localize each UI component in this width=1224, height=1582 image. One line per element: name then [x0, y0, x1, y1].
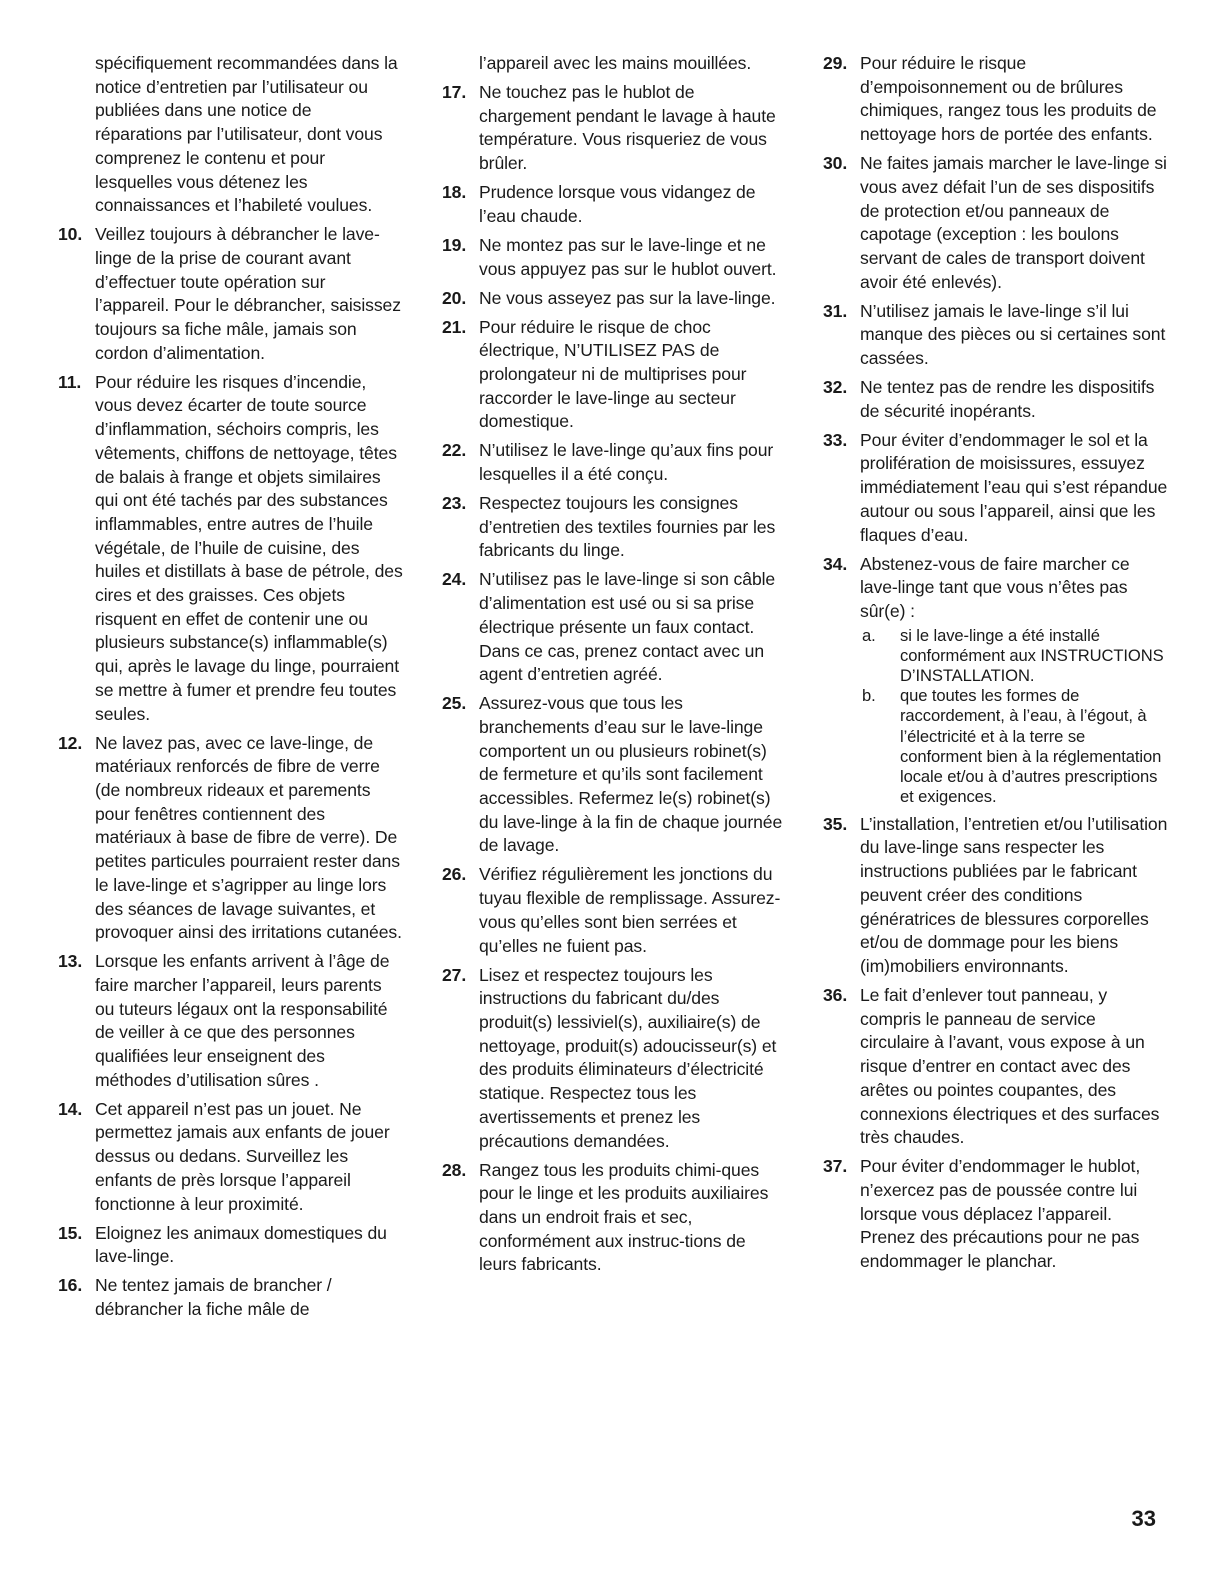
item-text: Vérifiez régulièrement les jonctions du tuyau flexible de remplissage. Assurez-vous qu’elles sont bien serrées et qu’elles ne fuient pas.: [479, 864, 781, 956]
list-item-27: [442, 964, 787, 1154]
item-number: 24.: [442, 569, 467, 590]
item-number: 31.: [823, 300, 848, 321]
item-number: 17.: [442, 82, 467, 102]
list-item-16: [58, 1274, 403, 1321]
list-item-37: [823, 1155, 1168, 1274]
item-text: Lisez et respectez toujours les instructions du fabricant du/des produit(s) lessiviel(s), auxiliaire(s) de nettoyage, produit(s) adoucisseur(s) et des produits éliminateurs d’électricité statique. Respectez tous les avertissements et prenez les précautions demandées.: [479, 964, 777, 1151]
item-number: 19.: [442, 234, 467, 255]
item-number: 23.: [442, 493, 467, 514]
list-item-11: [58, 371, 403, 727]
list-item-13: [58, 950, 403, 1092]
item-text: Pour éviter d’endommager le sol et la prolifération de moisissures, essuyez immédiatement l’eau qui s’est répandue autour ou sous l’appareil, ainsi que les flaques d’eau.: [860, 429, 1168, 545]
item-number: 28.: [442, 1159, 467, 1180]
item-number: 26.: [442, 864, 467, 885]
list-item-35: [823, 813, 1168, 979]
item-number: 30.: [823, 153, 848, 174]
item-text: N’utilisez le lave-linge qu’aux fins pour lesquelles il a été conçu.: [479, 440, 774, 485]
item-text: Veillez toujours à débrancher le lave-linge de la prise de courant avant d’effectuer toute opération sur l’appareil. Pour le débrancher, saisissez toujours sa fiche mâle, jamais son cordon d’alimentation.: [95, 224, 401, 363]
list-item-29: [823, 52, 1168, 147]
list-item-19: [442, 234, 787, 281]
item-number: 14.: [58, 1098, 83, 1119]
item-text: N’utilisez jamais le lave-linge s’il lui manque des pièces ou si certaines sont cassées.: [860, 300, 1166, 369]
list-item-24: [442, 568, 787, 687]
list-item-28: [442, 1159, 787, 1278]
column-right: [823, 52, 1168, 1279]
list-item-25: [442, 692, 787, 858]
item-number: 34.: [823, 553, 848, 574]
item-text: Cet appareil n’est pas un jouet. Ne permettez jamais aux enfants de jouer dessus ou dedans. Surveillez les enfants de près lorsque l’appareil fonctionne à leur proximité.: [95, 1098, 390, 1214]
item-text: Pour réduire le risque de choc électrique, N’UTILISEZ PAS de prolongateur ni de multiprises pour raccorder le lave-linge au secteur domestique.: [479, 316, 747, 432]
list-item-15: [58, 1222, 403, 1269]
item-number: 35.: [823, 813, 848, 834]
item-text: Pour éviter d’endommager le hublot, n’exercez pas de poussée contre lui lorsque vous déplacez l’appareil. Prenez des précautions pour ne pas endommager le planchar.: [860, 1156, 1141, 1272]
item-number: 27.: [442, 964, 467, 985]
item-text: N’utilisez pas le lave-linge si son câble d’alimentation est usé ou si sa prise électrique présente un faux contact. Dans ce cas, prenez contact avec un agent d’entretien agréé.: [479, 569, 776, 685]
column-left: [58, 52, 403, 1327]
item-text: Ne montez pas sur le lave-linge et ne vous appuyez pas sur le hublot ouvert.: [479, 234, 777, 279]
list-item-17: [442, 81, 787, 176]
item-number: 25.: [442, 693, 467, 714]
item-text: Ne tentez pas de rendre les dispositifs de sécurité inopérants.: [860, 377, 1155, 421]
list-item-21: [442, 316, 787, 435]
item-number: 12.: [58, 732, 83, 753]
item-text: l’appareil avec les mains mouillées.: [479, 53, 752, 73]
sub-list-item-b: [860, 686, 1168, 807]
list-item-14: [58, 1098, 403, 1217]
list-item-23: [442, 492, 787, 563]
item-text: Respectez toujours les consignes d’entretien des textiles fournies par les fabricants du linge.: [479, 493, 776, 561]
list-item-36: [823, 984, 1168, 1150]
item-text: Ne faites jamais marcher le lave-linge si vous avez défait l’un de ses dispositifs de protection et/ou panneaux de capotage (exception : les boulons servant de cales de transport doivent avoir été enlevés).: [860, 153, 1167, 292]
item-text: Rangez tous les produits chimi-ques pour le linge et les produits auxiliaires dans un endroit frais et sec, conformément aux instruc-tions de leurs fabricants.: [479, 1159, 769, 1275]
list-item-34: [823, 553, 1168, 808]
sub-list-item-a: [860, 626, 1168, 687]
item-text: Pour réduire les risques d’incendie, vous devez écarter de toute source d’inflammation, séchoirs compris, les vêtements, chiffons de nettoyage, têtes de balais à frange et objets similaires qui ont été tachés par des substances inflammables, entre autres de l’huile végétale, de l’huile de cuisine, des huiles et distillats à base de pétrole, des cires et des graisses. Ces objets risquent en effet de contenir une ou plusieurs substance(s) inflammable(s) qui, après le lavage du linge, pourraient se mettre à fumer et prendre feu toutes seules.: [95, 371, 403, 724]
list-item-18: [442, 181, 787, 228]
list-item-33: [823, 429, 1168, 548]
sub-item-text: que toutes les formes de raccordement, à l’eau, à l’égout, à l’électricité et à la terre se conforment bien à la réglementation locale et/ou à d’autres prescriptions et exigences.: [900, 686, 1162, 807]
sub-item-text: si le lave-linge a été installé conformément aux INSTRUCTIONS D’INSTALLATION.: [900, 625, 1164, 686]
item-text: L’installation, l’entretien et/ou l’utilisation du lave-linge sans respecter les instructions publiées par le fabricant peuvent créer des conditions génératrices de blessures corporelles et/ou de dommage pour les biens (im)mobiliers environnants.: [860, 813, 1168, 976]
list-item-32: [823, 376, 1168, 423]
item-text: Ne vous asseyez pas sur la lave-linge.: [479, 287, 776, 308]
item-text: spécifiquement recommandées dans la notice d’entretien par l’utilisateur ou publiées dans une notice de réparations par l’utilisateur, dont vous comprenez le contenu et pour lesquelles vous détenez les connaissances et l’habileté voulues.: [95, 53, 398, 216]
item-number: 29.: [823, 53, 848, 73]
sub-list: [860, 626, 1168, 808]
list-item-22: [442, 439, 787, 486]
column-middle: [442, 52, 787, 1282]
item-text: Prudence lorsque vous vidangez de l’eau chaude.: [479, 182, 756, 226]
item-number: 36.: [823, 985, 848, 1005]
item-text: Assurez-vous que tous les branchements d’eau sur le lave-linge comportent un ou plusieurs robinet(s) de fermeture et qu’ils sont facilement accessibles. Refermez le(s) robinet(s) du lave-linge à la fin de chaque journée de lavage.: [479, 693, 783, 856]
sub-item-letter: a.: [862, 625, 876, 645]
item-text: Ne lavez pas, avec ce lave-linge, de matériaux renforcés de fibre de verre (de nombreux rideaux et parements pour fenêtres contiennent des matériaux à base de fibre de verre). De petites particules pourraient rester dans le lave-linge et s’agripper au linge lors des séances de lavage suivantes, et provoquer ainsi des irritations cutanées.: [95, 732, 402, 943]
item-text: Le fait d’enlever tout panneau, y compris le panneau de service circulaire à l’avant, vous expose à un risque d’entrer en contact avec des arêtes ou pointes coupantes, des connexions électriques et des surfaces très chaudes.: [860, 985, 1160, 1148]
item-number: 20.: [442, 287, 467, 308]
list-item-26: [442, 863, 787, 958]
list-item-12: [58, 732, 403, 945]
item-text: Lorsque les enfants arrivent à l’âge de faire marcher l’appareil, leurs parents ou tuteurs légaux ont la responsabilité de veiller à ce que des personnes qualifiées leur enseignent des méthodes d’utilisation sûres .: [95, 951, 390, 1090]
list-item-30: [823, 152, 1168, 294]
item-number: 21.: [442, 316, 467, 337]
item-number: 11.: [58, 371, 82, 392]
item-number: 15.: [58, 1222, 83, 1243]
item-number: 13.: [58, 951, 83, 972]
page-number: 33: [1131, 1506, 1156, 1531]
item-text: Ne touchez pas le hublot de chargement pendant le lavage à haute température. Vous risqueriez de vous brûler.: [479, 82, 776, 174]
item-number: 10.: [58, 224, 83, 245]
item-text: Abstenez-vous de faire marcher ce lave-linge tant que vous n’êtes pas sûr(e) :: [860, 553, 1130, 621]
item-text: Pour réduire le risque d’empoisonnement ou de brûlures chimiques, rangez tous les produits de nettoyage hors de portée des enfants.: [860, 53, 1157, 145]
list-item-31: [823, 300, 1168, 371]
item-number: 37.: [823, 1156, 848, 1177]
item-number: 18.: [442, 182, 467, 203]
list-item-continuation: [442, 52, 787, 76]
sub-item-letter: b.: [862, 686, 876, 706]
list-item-continuation: [58, 52, 403, 218]
item-text: Ne tentez jamais de brancher / débrancher la fiche mâle de: [95, 1275, 332, 1319]
item-number: 16.: [58, 1275, 83, 1296]
item-number: 33.: [823, 429, 848, 450]
item-number: 22.: [442, 440, 467, 461]
list-item-10: [58, 223, 403, 365]
list-item-20: [442, 287, 787, 311]
item-number: 32.: [823, 377, 848, 398]
item-text: Eloignez les animaux domestiques du lave-linge.: [95, 1222, 387, 1267]
